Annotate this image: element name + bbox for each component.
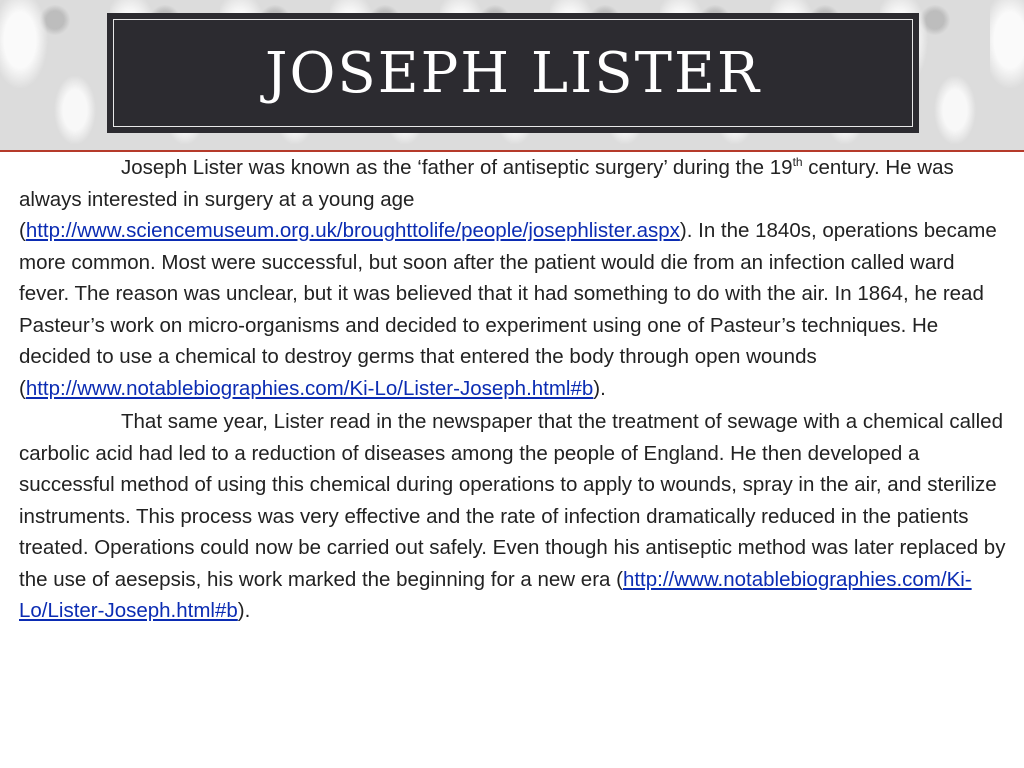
p1-text-3: ). In the 1840s, operations became more common. Most were successful, but soon after the patient would die from an infection called ward fever. The reason was unclear, but it was believed that it had something to do with the air. In 1864, he read Pasteur’s work on micro-organisms and decided to experiment using one of Pasteur’s techniques. He decided to use a chemical to destroy germs that entered the body through open wounds ( [19,219,997,400]
body-text [19,152,1009,627]
p1-text-4: ). [593,376,606,400]
p1-text-1: Joseph Lister was known as the ‘father of antiseptic surgery’ during the 19 [121,156,793,179]
p1-superscript: th [792,155,803,170]
title-frame [113,19,913,127]
slide-title: JOSEPH LISTER [265,40,761,106]
notablebiographies-link-2[interactable]: http://www.notablebiographies.com/Ki-Lo/Lister-Joseph.html#b [19,567,972,622]
paragraph-1 [19,152,1009,404]
paragraph-2 [19,406,1009,627]
p1-text-2: century. He was always interested in surgery at a young age ( [19,156,954,242]
notablebiographies-link-1[interactable]: http://www.notablebiographies.com/Ki-Lo/Lister-Joseph.html#b [25,376,594,400]
p2-text-1: That same year, Lister read in the newspaper that the treatment of sewage with a chemical called carbolic acid had led to a reduction of diseases among the people of England. He then developed a successful method of using this chemical during operations to apply to wounds, spray in the air, and sterilize instruments. This process was very effective and the rate of infection dramatically reduced in the patients treated. Operations could now be carried out safely. Even though his antiseptic method was later replaced by the use of aesepsis, his work marked the beginning for a new era ( [19,410,1006,591]
title-box [107,13,919,133]
sciencemuseum-link[interactable]: http://www.sciencemuseum.org.uk/broughttolife/people/josephlister.aspx [25,219,680,242]
p2-text-2: ). [237,599,251,622]
